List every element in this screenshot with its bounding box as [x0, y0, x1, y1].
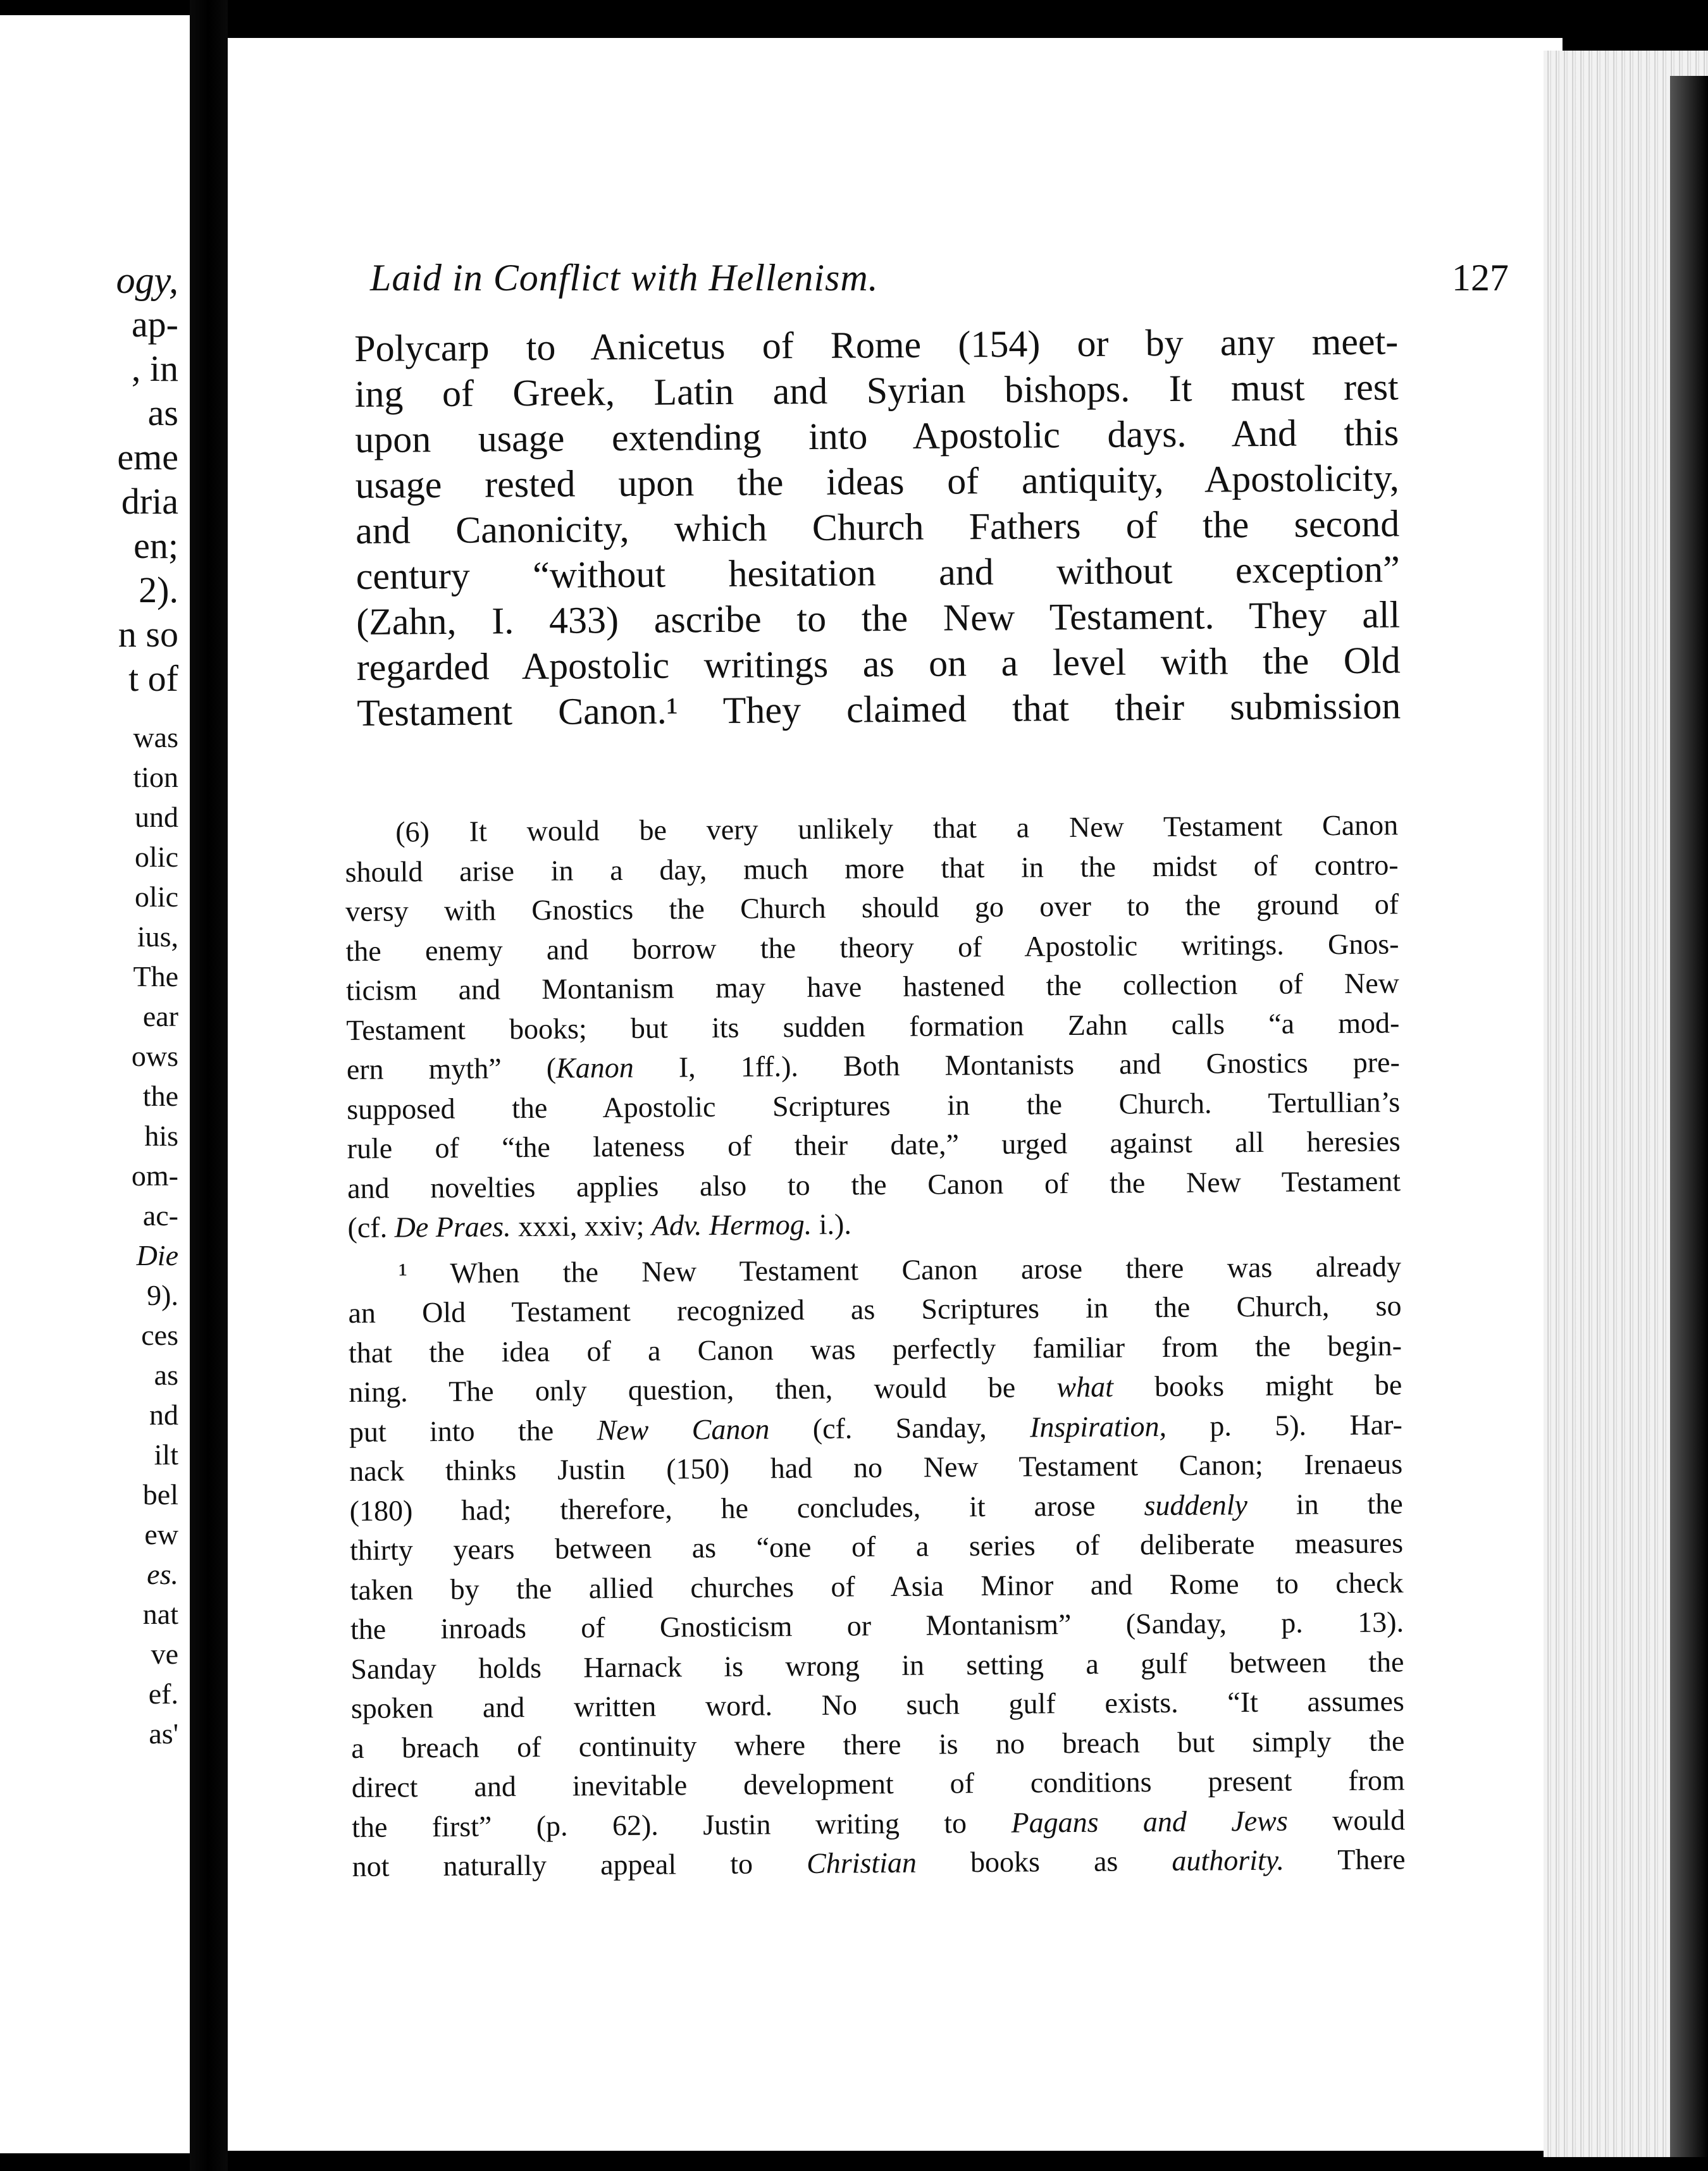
left-page-fragment: Die [136, 1239, 178, 1271]
left-page-fragment: ces [141, 1319, 178, 1351]
footnote-line: the enemy and borrow the theory of Apostolic writings. Gnos- [345, 927, 1399, 967]
text-line: usage rested upon the ideas of antiquity, Apostolicity, [355, 457, 1399, 506]
text-line: ing of Greek, Latin and Syrian bishops. It must rest [354, 366, 1399, 415]
footnote-line: (6) It would be very unlikely that a New Testament Canon [395, 808, 1399, 848]
footnote-line: (180) had; therefore, he concludes, it arose suddenly in the [349, 1487, 1403, 1527]
left-page-fragment: dria [121, 481, 178, 522]
main-text [354, 318, 1401, 736]
footnote-line: ticism and Montanism may have hastened the collection of New [345, 967, 1400, 1006]
italic-term: Inspiration, [1029, 1409, 1167, 1443]
footnote-line: and novelties applies also to the Canon of the New Testament [347, 1164, 1401, 1204]
footnote-line: ¹ When the New Testament Canon arose there was already [398, 1249, 1402, 1289]
footnote-line: an Old Testament recognized as Scriptures in the Church, so [348, 1289, 1402, 1329]
footnote-line: thirty years between as “one of a series of deliberate measures [349, 1526, 1404, 1566]
left-page-fragment: , in [131, 348, 178, 389]
italic-term: what [1056, 1370, 1114, 1404]
footnote-line: should arise in a day, much more that in the midst of contro- [345, 848, 1399, 888]
footnote-line: rule of “the lateness of their date,” urged against all heresies [347, 1125, 1401, 1165]
left-page-fragment: as' [149, 1717, 178, 1750]
left-page-fragment: nat [142, 1598, 178, 1630]
italic-term: Pagans and Jews [1011, 1804, 1288, 1839]
left-page-fragment: ew [144, 1518, 178, 1550]
italic-term: Adv. Hermog. [651, 1208, 812, 1242]
footnote-line: Testament books; but its sudden formation Zahn calls “a mod- [346, 1006, 1400, 1046]
left-facing-page [0, 15, 190, 2153]
left-page-fragment: tion [133, 761, 178, 793]
text-line: Testament Canon.¹ They claimed that their submission [357, 684, 1401, 734]
footnote-line: that the idea of a Canon was perfectly familiar from the begin- [348, 1328, 1402, 1369]
left-page-fragment: ius, [137, 920, 178, 953]
text-line: and Canonicity, which Church Fathers of the second [356, 502, 1400, 552]
left-page-fragment: ef. [148, 1678, 178, 1710]
footnote-line: ern myth” (Kanon I, 1ff.). Both Montanists and Gnostics pre- [346, 1046, 1400, 1086]
left-page-fragment: ac- [142, 1199, 178, 1232]
footnote-line: taken by the allied churches of Asia Minor and Rome to check [350, 1566, 1404, 1606]
footnotes [345, 805, 1406, 1886]
left-page-fragment: olic [135, 841, 178, 873]
left-page-fragment: ear [142, 1000, 178, 1032]
left-page-fragment: the [142, 1080, 178, 1112]
left-page-fragment: as [147, 392, 178, 433]
footnote-6 [345, 805, 1401, 1247]
italic-term: Kanon [555, 1051, 634, 1084]
page-edges-shadow [1670, 76, 1708, 2157]
left-page-fragment: en; [133, 525, 178, 566]
page-number: 127 [1452, 257, 1509, 299]
left-page-fragment: his [144, 1120, 178, 1152]
left-page-fragment: ve [151, 1638, 178, 1670]
left-page-fragment: olic [135, 881, 178, 913]
left-page-fragment: om- [131, 1160, 178, 1192]
left-page-fragment: n so [118, 614, 178, 655]
text-line: regarded Apostolic writings as on a level with the Old [356, 639, 1401, 688]
right-page [228, 38, 1563, 2151]
left-page-fragment: The [133, 960, 178, 993]
text-line: upon usage extending into Apostolic days. And this [355, 411, 1399, 461]
left-page-fragment: 9). [147, 1279, 178, 1311]
left-page-fragment: 2). [139, 569, 178, 610]
footnote-line: a breach of continuity where there is no breach but simply the [351, 1724, 1405, 1764]
italic-term: De Praes. [394, 1210, 511, 1244]
italic-term: authority. [1172, 1843, 1285, 1877]
left-page-fragment: as [154, 1359, 178, 1391]
italic-term: New Canon [597, 1412, 770, 1446]
left-page-fragment: ilt [154, 1438, 178, 1471]
footnote-line: the first” (p. 62). Justin writing to Pagans and Jews would [352, 1803, 1406, 1843]
left-page-fragment: ogy, [116, 259, 178, 301]
footnote-line: not naturally appeal to Christian books as authority. There [352, 1843, 1406, 1883]
left-page-fragment: ap- [131, 304, 178, 345]
footnote-line: ning. The only question, then, would be what books might be [349, 1368, 1402, 1408]
text-line: Polycarp to Anicetus of Rome (154) or by any meet- [354, 320, 1399, 369]
left-page-fragment: t of [128, 658, 178, 699]
footnote-line: versy with Gnostics the Church should go over to the ground of [345, 888, 1399, 927]
footnote-line: Sanday holds Harnack is wrong in setting a gulf between the [350, 1645, 1404, 1685]
page-header [370, 256, 1509, 307]
italic-term: Christian [806, 1846, 917, 1879]
left-page-fragment: ows [131, 1040, 178, 1072]
left-page-fragment: was [133, 721, 178, 753]
footnote-1 [348, 1247, 1406, 1887]
left-page-fragment: und [135, 801, 178, 833]
italic-term: suddenly [1144, 1488, 1248, 1521]
left-page-fragment: nd [149, 1399, 178, 1431]
left-page-fragment: es. [147, 1558, 178, 1590]
footnote-line: (cf. De Praes. xxxi, xxiv; Adv. Hermog. i.). [347, 1208, 852, 1244]
footnote-line: supposed the Apostolic Scriptures in the Church. Tertullian’s [347, 1085, 1401, 1125]
running-title: Laid in Conflict with Hellenism. [370, 257, 879, 299]
book-gutter [190, 0, 228, 2171]
left-page-fragment: bel [142, 1478, 178, 1511]
left-page-fragment: eme [117, 436, 178, 478]
text-line: century “without hesitation and without exception” [356, 548, 1400, 597]
footnote-line: the inroads of Gnosticism or Montanism” (Sanday, p. 13). [350, 1605, 1404, 1645]
footnote-line: nack thinks Justin (150) had no New Testament Canon; Irenaeus [349, 1447, 1403, 1487]
footnote-line: put into the New Canon (cf. Sanday, Inspiration, p. 5). Har- [349, 1407, 1402, 1448]
footnote-line: direct and inevitable development of conditions present from [351, 1764, 1405, 1803]
footnote-line: spoken and written word. No such gulf exists. “It assumes [350, 1685, 1405, 1724]
text-line: (Zahn, I. 433) ascribe to the New Testament. They all [356, 593, 1401, 643]
